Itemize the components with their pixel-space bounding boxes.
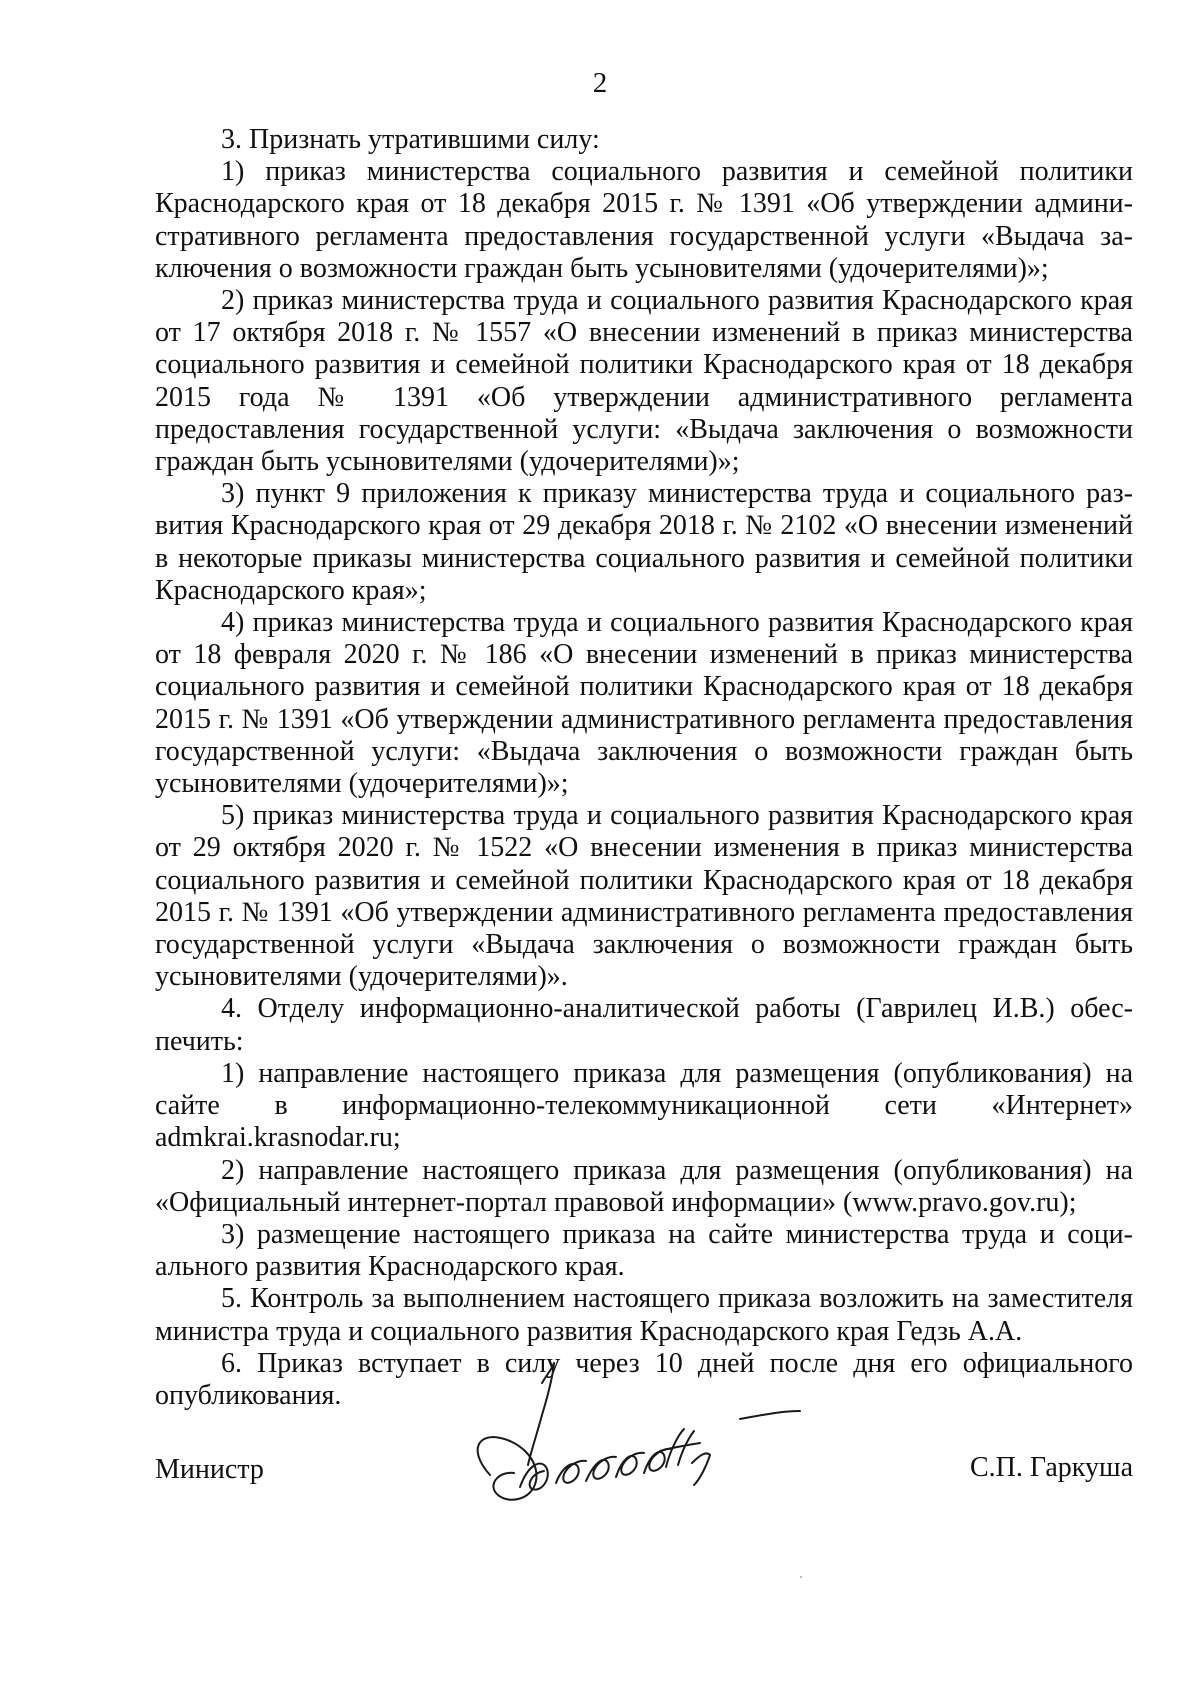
paragraph-item-5: 5. Контроль за выполнением настоящего приказа возложить на заместителя министра труда и социального развития Краснодарского края Гедзь А.А. [155, 1283, 1133, 1347]
paragraph-item-6: 6. Приказ вступает в силу через 10 дней после дня его официального опубликования. [155, 1347, 1133, 1411]
page-number: 2 [592, 67, 608, 99]
signatory-name: С.П. Гаркуша [969, 1452, 1133, 1483]
paragraph-item-4-subitem-1: 1) направление настоящего приказа для размещения (опубликования) на сайте в информационно-телекоммуникационной сети «Интернет» admkrai.krasnodar.ru; [155, 1057, 1133, 1154]
handwritten-signature [470, 1355, 840, 1525]
paragraph-item-4: 4. Отделу информационно-аналитической работы (Гаврилец И.В.) обеспечить: [155, 993, 1133, 1057]
paragraph-item-3-heading: 3. Признать утратившими силу: [221, 124, 600, 155]
scan-speck [800, 1576, 802, 1578]
signature-block [155, 1448, 1133, 1488]
paragraph-subitem-3: 3) пункт 9 приложения к приказу министерства труда и социального развития Краснодарского края от 29 декабря 2018 г. № 2102 «О внесении изменений в некоторые приказы министерства социального развития и семейной политики Краснодарского края»; [155, 478, 1133, 606]
document-body [155, 124, 1133, 1412]
paragraph-subitem-4: 4) приказ министерства труда и социального развития Краснодарского края от 18 февраля 2020 г. № 186 «О внесении изменений в приказ министерства социального развития и семейной политики Краснодарского края от 18 декабря 2015 г. № 1391 «Об утверждении административного регламента предоставления государственной услуги: «Выдача заключения о возможности граждан быть усыновителями (удочерителями)»; [155, 607, 1133, 800]
paragraph-item-4-subitem-3: 3) размещение настоящего приказа на сайте министерства труда и социального развития Краснодарского края. [155, 1218, 1133, 1283]
paragraph-subitem-2: 2) приказ министерства труда и социального развития Краснодарского края от 17 октября 2018 г. № 1557 «О внесении изменений в приказ министерства социального развития и семейной политики Краснодарского края от 18 декабря 2015 года № 1391 «Об утверждении административного регламента предоставления государственной услуги: «Выдача заключения о возможности граждан быть усыновителями (удочерителями)»; [155, 285, 1133, 478]
paragraph-item-4-subitem-2: 2) направление настоящего приказа для размещения (опубликования) на «Официальный интернет-портал правовой информации» (www.pravo.gov.ru); [155, 1154, 1133, 1218]
paragraph-subitem-1: 1) приказ министерства социального развития и семейной политики Краснодарского края от 18 декабря 2015 г. № 1391 «Об утверждении административного регламента предоставления государственной услуги «Выдача заключения о возможности граждан быть усыновителями (удочерителями)»; [155, 156, 1133, 284]
signatory-title: Министр [155, 1454, 264, 1485]
paragraph-subitem-5: 5) приказ министерства труда и социального развития Краснодарского края от 29 октября 2020 г. № 1522 «О внесении изменения в приказ министерства социального развития и семейной политики Краснодарского края от 18 декабря 2015 г. № 1391 «Об утверждении административного регламента предоставления государственной услуги «Выдача заключения о возможности граждан быть усыновителями (удочерителями)». [155, 800, 1133, 993]
